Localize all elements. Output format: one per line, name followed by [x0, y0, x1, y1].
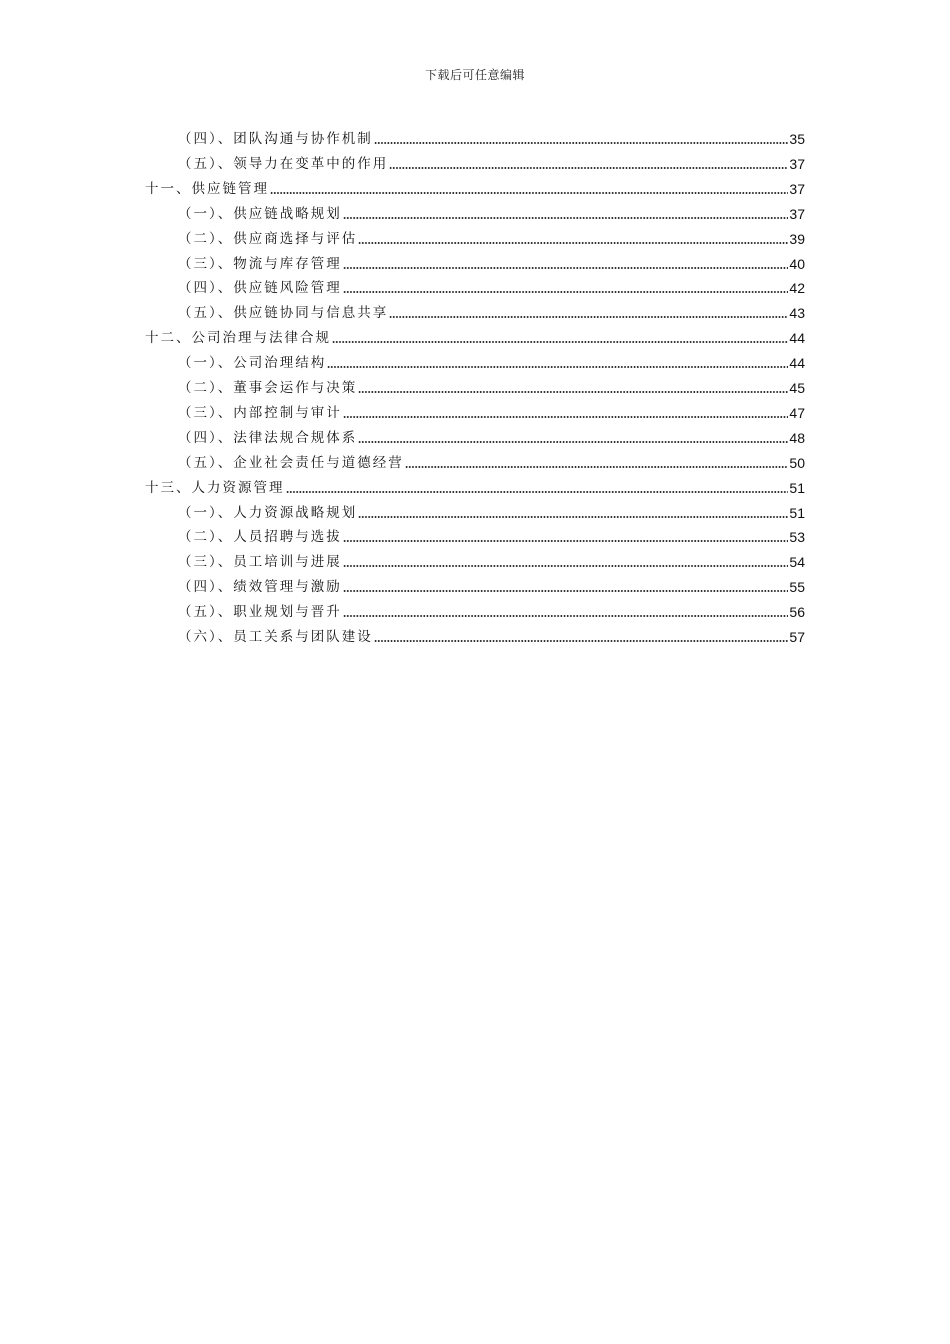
toc-dot-leader — [358, 440, 788, 444]
toc-entry-page: 55 — [789, 579, 805, 596]
toc-dot-leader — [332, 340, 788, 344]
toc-entry[interactable] — [178, 524, 805, 546]
toc-entry[interactable] — [178, 574, 805, 596]
toc-entry[interactable] — [178, 300, 805, 322]
toc-entry-page: 37 — [789, 205, 805, 222]
toc-dot-leader — [358, 390, 788, 394]
toc-entry[interactable] — [178, 425, 805, 447]
toc-entry[interactable] — [178, 500, 805, 522]
toc-entry-title: （四）、团队沟通与协作机制 — [178, 131, 373, 147]
toc-entry-title: （五）、企业社会责任与道德经营 — [178, 454, 404, 471]
toc-dot-leader — [343, 589, 789, 593]
toc-entry-page: 45 — [789, 380, 805, 396]
toc-entry-page: 51 — [789, 504, 805, 521]
toc-entry-title: （二）、人员招聘与选拔 — [178, 529, 342, 546]
toc-dot-leader — [286, 490, 789, 494]
toc-entry[interactable] — [178, 375, 805, 397]
toc-entry-title: （五）、领导力在变革中的作用 — [178, 155, 389, 172]
toc-dot-leader — [343, 539, 789, 543]
toc-entry-page: 44 — [789, 355, 805, 372]
toc-dot-leader — [343, 614, 789, 618]
toc-entry[interactable] — [178, 624, 805, 646]
toc-entry[interactable] — [178, 151, 805, 173]
toc-dot-leader — [389, 315, 788, 319]
toc-entry[interactable] — [178, 599, 805, 621]
toc-dot-leader — [405, 465, 789, 469]
toc-entry-title: （一）、供应链战略规划 — [178, 205, 342, 222]
toc-entry-page: 50 — [789, 454, 805, 471]
toc-dot-leader — [389, 166, 788, 170]
toc-entry-page: 54 — [789, 554, 805, 571]
toc-entry[interactable] — [178, 549, 805, 571]
toc-entry[interactable] — [178, 126, 805, 148]
toc-entry-title: （六）、员工关系与团队建设 — [178, 629, 373, 645]
toc-dot-leader — [358, 515, 788, 519]
toc-dot-leader — [358, 241, 788, 245]
toc-entry-page: 37 — [789, 155, 805, 172]
toc-entry-page: 42 — [789, 280, 805, 297]
toc-dot-leader — [343, 564, 789, 568]
toc-dot-leader — [374, 141, 789, 145]
toc-entry-page: 40 — [789, 255, 805, 272]
toc-entry-title: （三）、物流与库存管理 — [178, 255, 342, 272]
toc-entry-page: 47 — [789, 404, 805, 421]
toc-entry-title: （三）、员工培训与进展 — [178, 554, 342, 571]
toc-entry-page: 37 — [789, 180, 805, 197]
toc-dot-leader — [374, 639, 789, 643]
toc-dot-leader — [343, 216, 789, 220]
toc-entry-title: （二）、董事会运作与决策 — [178, 380, 358, 396]
toc-entry[interactable] — [178, 251, 805, 273]
toc-entry[interactable] — [178, 275, 805, 297]
toc-dot-leader — [343, 290, 789, 294]
toc-entry-page: 35 — [789, 131, 805, 147]
toc-entry-title: 十三、人力资源管理 — [145, 479, 285, 496]
toc-entry-title: （四）、绩效管理与激励 — [178, 579, 342, 596]
toc-entry-title: （二）、供应商选择与评估 — [178, 230, 358, 247]
toc-entry-title: （四）、供应链风险管理 — [178, 280, 342, 297]
toc-entry-title: （五）、职业规划与晋升 — [178, 604, 342, 621]
toc-entry-page: 53 — [789, 529, 805, 546]
toc-entry[interactable] — [145, 325, 805, 347]
toc-entry[interactable] — [145, 475, 805, 497]
toc-entry[interactable] — [145, 176, 805, 198]
toc-entry-title: （一）、人力资源战略规划 — [178, 504, 358, 521]
toc-entry-page: 39 — [789, 230, 805, 247]
toc-dot-leader — [343, 266, 789, 270]
toc-entry-page: 48 — [789, 429, 805, 446]
toc-entry-page: 56 — [789, 604, 805, 621]
toc-entry-title: （四）、法律法规合规体系 — [178, 429, 358, 446]
toc-entry-title: 十一、供应链管理 — [145, 180, 269, 197]
toc-entry[interactable] — [178, 350, 805, 372]
toc-entry-title: （三）、内部控制与审计 — [178, 404, 342, 421]
toc-entry[interactable] — [178, 226, 805, 248]
toc-entry-title: （五）、供应链协同与信息共享 — [178, 305, 389, 322]
toc-entry[interactable] — [178, 450, 805, 472]
toc-entry[interactable] — [178, 201, 805, 223]
toc-entry-title: 十二、公司治理与法律合规 — [145, 330, 331, 347]
page-header-note: 下载后可任意编辑 — [424, 68, 525, 82]
toc-entry-page: 44 — [789, 330, 805, 347]
toc-dot-leader — [327, 365, 788, 369]
toc-entry-page: 57 — [789, 629, 805, 645]
toc-entry-title: （一）、公司治理结构 — [178, 355, 327, 372]
toc-entry[interactable] — [178, 400, 805, 422]
toc-dot-leader — [343, 415, 789, 419]
toc-entry-page: 51 — [789, 479, 805, 496]
toc-dot-leader — [270, 191, 788, 195]
toc-entry-page: 43 — [789, 305, 805, 322]
